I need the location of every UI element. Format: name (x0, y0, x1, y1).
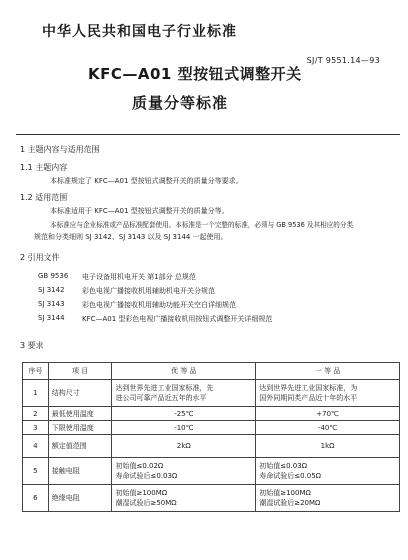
table-row (23, 485, 400, 512)
cell-item: 接触电阻 (48, 458, 112, 485)
cell-superior: 2kΩ (112, 435, 256, 458)
cell-text: 寿命试验后≤0.03Ω (115, 472, 178, 480)
ref-code: GB 9536 (38, 272, 69, 280)
cell-no: 4 (23, 435, 49, 458)
ref-title: 彩色电视广播接收机用辅助机电开关分规范 (82, 287, 215, 295)
section-1-heading: 1 主题内容与适用范围 (20, 145, 100, 154)
table-row (23, 407, 400, 421)
cell-text: 初始值≤0.03Ω (259, 462, 308, 470)
section-1-2-body-line1: 本标准适用于 KFC—A01 型按钮式调整开关的质量分等。 (50, 207, 229, 215)
cell-text: 初始值≥100MΩ (115, 489, 168, 497)
section-3-heading: 3 要求 (20, 341, 44, 350)
cell-text: 初始值≥100MΩ (259, 489, 311, 497)
cell-superior: -25℃ (112, 407, 256, 421)
cell-item: 结构尺寸 (48, 380, 112, 407)
header-divider (16, 134, 400, 135)
ref-title: KFC—A01 型彩色电视广播接收机用按钮式调整开关详细规范 (82, 315, 273, 323)
cell-first-class (256, 485, 400, 512)
cell-item: 下限使用温度 (48, 421, 112, 435)
section-1-2-body-line2: 本标准应与企业标准或产品标准配套使用。本标准是一个完整的标准，必须与 GB 9536 及其相应的分类 (50, 221, 354, 229)
ref-title: 电子设备用机电开关 第1部分 总规范 (82, 273, 196, 281)
cell-no: 2 (23, 407, 49, 421)
document-title: KFC—A01 型按钮式调整开关 (88, 65, 302, 83)
ref-code: SJ 3143 (38, 300, 65, 308)
col-header-no: 序号 (23, 363, 49, 380)
cell-first-class: 1kΩ (256, 435, 400, 458)
ref-code: SJ 3144 (38, 314, 65, 322)
document-subtitle: 质量分等标准 (132, 94, 229, 112)
standard-number: SJ/T 9551.14—93 (306, 56, 380, 65)
cell-item: 额定值范围 (48, 435, 112, 458)
ref-title: 彩色电视广播接收机用辅助功能开关空白详细规范 (82, 301, 236, 309)
cell-superior (112, 380, 256, 407)
table-row (23, 421, 400, 435)
col-header-item: 项 目 (48, 363, 112, 380)
table-row (23, 458, 400, 485)
section-1-1-body: 本标准规定了 KFC—A01 型按钮式调整开关的质量分等要求。 (50, 177, 243, 185)
cell-item: 最低使用温度 (48, 407, 112, 421)
requirements-table (22, 362, 400, 512)
table-header-row (23, 363, 400, 380)
cell-superior: -10℃ (112, 421, 256, 435)
cell-item: 绝缘电阻 (48, 485, 112, 512)
issuing-authority: 中华人民共和国电子行业标准 (42, 24, 237, 40)
cell-text: 潮湿试验后≥50MΩ (115, 499, 177, 507)
col-header-first-class: 一 等 品 (256, 363, 400, 380)
cell-first-class: +70℃ (256, 407, 400, 421)
ref-code: SJ 3142 (38, 286, 65, 294)
cell-text: 达到世界先进工业国家标准，先 (115, 384, 214, 392)
cell-no: 3 (23, 421, 49, 435)
table-row (23, 380, 400, 407)
table-row (23, 435, 400, 458)
cell-text: 寿命试验后≤0.05Ω (259, 472, 322, 480)
cell-text: 初始值≤0.02Ω (115, 462, 164, 470)
col-header-superior: 优 等 品 (112, 363, 256, 380)
cell-text: 国外同期同类产品近十年的水平 (259, 394, 358, 402)
cell-no: 5 (23, 458, 49, 485)
cell-superior (112, 485, 256, 512)
cell-first-class (256, 458, 400, 485)
cell-no: 1 (23, 380, 49, 407)
section-1-2-body-line3: 规范和分类细则 SJ 3142、SJ 3143 以及 SJ 3144 一起使用。 (34, 233, 228, 241)
section-1-2-heading: 1.2 适用范围 (20, 193, 68, 202)
section-2-heading: 2 引用文件 (20, 253, 60, 262)
cell-text: 潮湿试验后≥20MΩ (259, 499, 321, 507)
cell-text: 达到世界先进工业国家标准，为 (259, 384, 358, 392)
section-1-1-heading: 1.1 主题内容 (20, 163, 68, 172)
cell-first-class (256, 380, 400, 407)
cell-no: 6 (23, 485, 49, 512)
cell-superior (112, 458, 256, 485)
cell-text: 进公司可靠产品近五年的水平 (115, 394, 207, 402)
cell-first-class: -40℃ (256, 421, 400, 435)
